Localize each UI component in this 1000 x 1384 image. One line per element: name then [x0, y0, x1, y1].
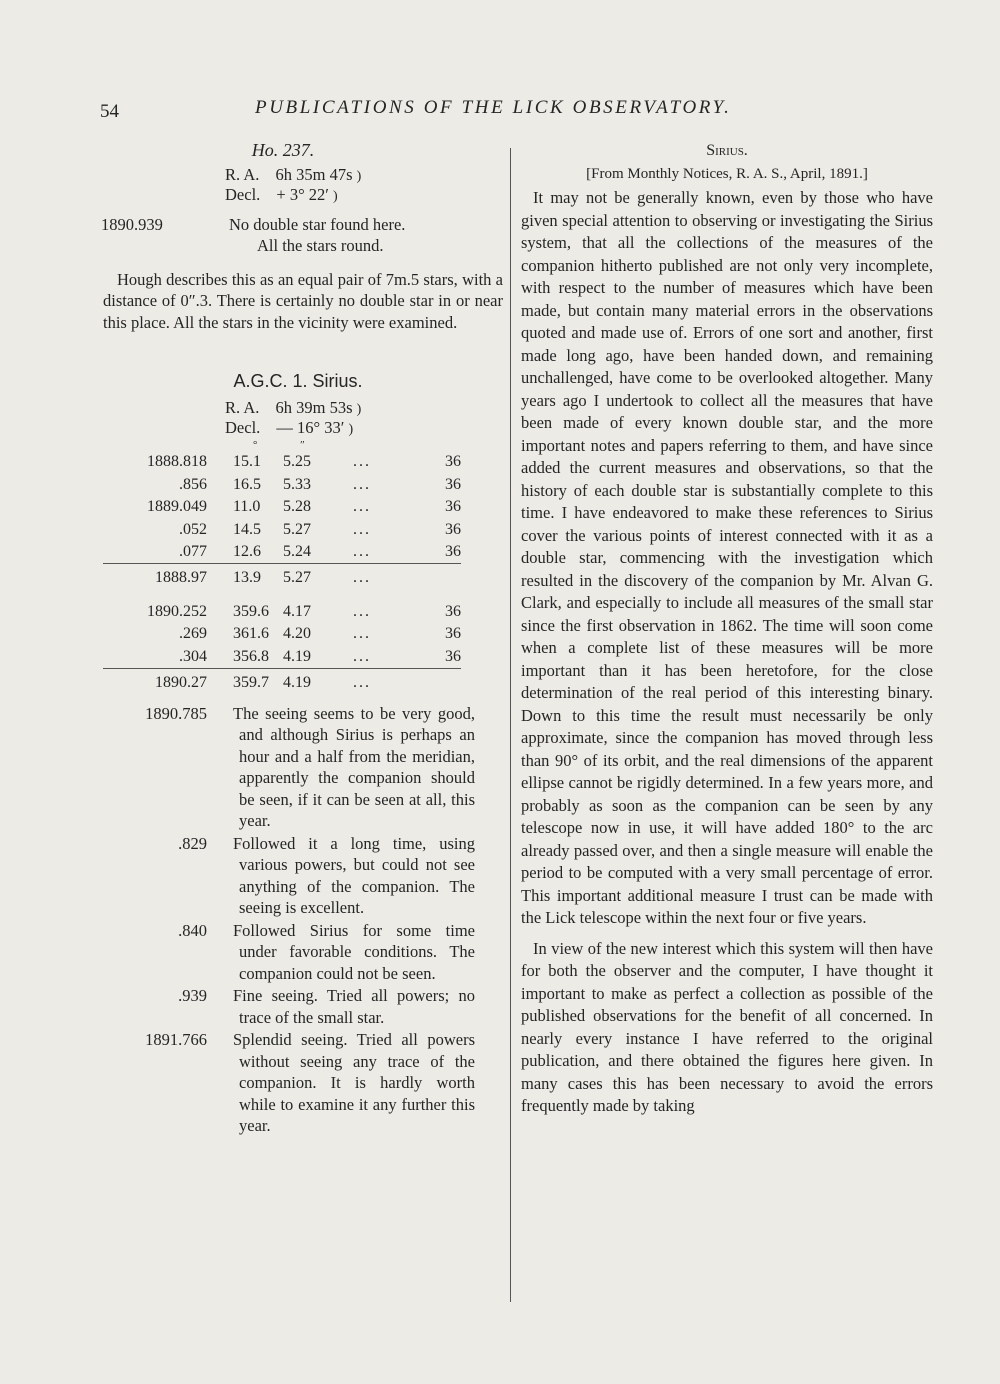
cell-pa: 14.5: [233, 520, 261, 538]
cell-dots: ...: [353, 564, 413, 593]
brace-icon: ): [356, 401, 362, 417]
agc1-title: A.G.C. 1. Sirius.: [233, 371, 363, 391]
right-column: [521, 140, 933, 1118]
note-text: Followed Sirius for some time under favorable conditions. The companion could not be seen.: [233, 920, 475, 983]
cell-pa: 13.9: [233, 564, 283, 593]
cell-epoch: .269: [179, 625, 207, 642]
cell-dots: ...: [353, 625, 371, 642]
column-divider: [510, 148, 511, 1302]
ho237-observation: [103, 214, 503, 257]
cell-dist: 5.24: [283, 543, 311, 560]
note-text: Followed it a long time, using various powers, but could not see anything of the companion. The seeing is excellent.: [233, 833, 475, 917]
cell-pa: 16.5: [233, 475, 261, 493]
table-row: [103, 623, 461, 646]
cell-dist: 5.33: [283, 475, 311, 493]
cell-pa: 12.6: [233, 543, 261, 560]
ho237-note-line1: No double star found here.: [229, 214, 406, 234]
table-row: [103, 496, 461, 519]
mean-row: [103, 668, 461, 697]
paragraph-1: It may not be generally known, even by those who have given special attention to observing or investigating the Sirius system, that all the collections of the measures of the companion hitherto published are not only very incomplete, with respect to the number of measures which have been made, but contain many material errors in the observations quoted and made use of. Errors of one sort and another, first made long ago, have been handed down, and remaining unchallenged, have come to be overlooked altogether. Many years ago I undertook to collect all the measures that have been made of every known double star, and the more important notes and papers referring to them, and have since added the current measures and observations, so that the history of each double star is substantially complete to this time. I have endeavored to make these references to Sirius cover the various points of interest connected with it as a double star, commencing with the investigation which resulted in the discovery of the companion by Mr. Alvan G. Clark, and especially to include all measures of the small star since the first observation in 1862. The time will soon come when a complete list of these measures will be more important than it has been heretofore, for the close determination of the real period of this interesting binary. Down to this time the result must necessarily be only approximate, since the companion has moved through less than 90° of its orbit, and the real dimensions of the apparent ellipse cannot be rigidly determined. In a few years more, and probably as soon as the companion can be seen by any telescope now in use, it will have added 180° to the arc already passed over, and then a single measure will enable the period to be computed with a very small percentage of error. This important additional measure I trust can be made with the Lick telescope within the next four or five years.: [521, 188, 933, 927]
unit-degree: °: [253, 438, 258, 451]
sirius-notes: [103, 703, 503, 1137]
note-entry: [103, 833, 503, 919]
cell-dist: 5.25: [283, 453, 311, 470]
cell-pa: 359.6: [233, 602, 269, 620]
ra-label: R. A.: [225, 397, 260, 417]
note-date: .939: [178, 986, 207, 1005]
cell-dist: 5.28: [283, 498, 311, 515]
cell-pa: 11.0: [233, 498, 261, 515]
cell-dots: ...: [353, 543, 371, 560]
cell-epoch: 1889.049: [147, 498, 207, 515]
decl-label: Decl.: [225, 184, 261, 204]
cell-epoch: 1890.27: [103, 668, 233, 697]
note-text: Fine seeing. Tried all powers; no trace of the small star.: [233, 986, 475, 1027]
note-entry: [103, 985, 503, 1028]
cell-epoch: .077: [179, 543, 207, 560]
note-date: .829: [178, 833, 207, 853]
table-row: [103, 600, 461, 623]
note-entry: [103, 703, 503, 832]
cell-n: 36: [445, 543, 461, 560]
brace-icon: ): [348, 421, 354, 437]
note-text: Splendid seeing. Tried all powers without seeing any trace of the companion. It is hardly worth while to examine it any further this year.: [233, 1030, 475, 1135]
cell-n: 36: [445, 475, 461, 493]
unit-arcsec: ″: [300, 438, 305, 451]
cell-dots: ...: [353, 498, 371, 515]
cell-dots: ...: [353, 475, 371, 493]
cell-pa: 361.6: [233, 625, 269, 642]
left-column: [103, 140, 503, 1138]
cell-epoch: 1888.97: [103, 564, 233, 593]
units-row: [253, 439, 503, 451]
cell-n: 36: [445, 602, 461, 620]
cell-pa: 356.8: [233, 647, 269, 665]
decl-value: + 3° 22′: [276, 184, 329, 204]
ho237-epoch: 1890.939: [101, 214, 163, 234]
ho237-note-line2: All the stars round.: [257, 236, 384, 255]
mean-row: [103, 564, 461, 593]
source-citation: [From Monthly Notices, R. A. S., April, 1891.]: [586, 165, 868, 182]
ra-value: 6h 35m 47s: [275, 164, 353, 184]
table-row: [103, 541, 461, 564]
note-date: 1890.785: [145, 703, 207, 723]
cell-pa: 359.7: [233, 668, 283, 697]
note-date: 1891.766: [145, 1030, 207, 1049]
note-text: The seeing seems to be very good, and although Sirius is perhaps an hour and a half from the meridian, apparently the companion should be seen, if it can be seen at all, this year.: [233, 703, 475, 830]
ho237-description: Hough describes this as an equal pair of 7m.5 stars, with a distance of 0″.3. There is certainly no double star in or near this place. All the stars in the vicinity were examined.: [103, 269, 503, 332]
cell-dots: ...: [353, 520, 371, 538]
cell-dist: 5.27: [283, 564, 353, 593]
cell-epoch: 1890.252: [147, 602, 207, 620]
table-row: [103, 645, 461, 668]
cell-dots: ...: [353, 453, 371, 470]
note-entry: [103, 1029, 503, 1137]
cell-dist: 4.20: [283, 625, 311, 642]
running-title: PUBLICATIONS OF THE LICK OBSERVATORY.: [255, 97, 732, 118]
cell-pa: 15.1: [233, 453, 261, 470]
sirius-measures-table: [103, 451, 461, 697]
cell-dist: 5.27: [283, 520, 311, 538]
cell-n: [413, 564, 461, 593]
cell-dots: ...: [353, 602, 371, 620]
ho237-coordinates: [225, 166, 503, 206]
note-entry: [103, 920, 503, 985]
note-date: .840: [178, 920, 207, 940]
ho237-title: Ho. 237.: [251, 140, 315, 160]
sirius-heading: Sirius.: [706, 142, 748, 159]
ra-value: 6h 39m 53s: [275, 397, 353, 417]
cell-n: [413, 668, 461, 697]
cell-n: 36: [445, 453, 461, 470]
cell-dist: 4.19: [283, 647, 311, 665]
cell-n: 36: [445, 520, 461, 538]
table-row: [103, 451, 461, 474]
decl-value: — 16° 33′: [276, 417, 345, 437]
agc1-coordinates: [225, 399, 503, 439]
cell-epoch: .856: [179, 475, 207, 493]
cell-n: 36: [445, 647, 461, 665]
brace-icon: ): [356, 168, 362, 184]
cell-dots: ...: [353, 647, 371, 665]
paragraph-2: In view of the new interest which this system will then have for both the observer and the computer, I have thought it important to make as perfect a collection as possible of the published observations for the benefit of all concerned. In nearly every instance I have referred to the original publication, and there obtained the figures here given. In many cases this has been necessary to avoid the errors frequently made by taking: [521, 938, 933, 1115]
cell-epoch: .304: [179, 647, 207, 665]
page-number: 54: [100, 101, 119, 122]
cell-epoch: .052: [179, 520, 207, 538]
table-row: [103, 473, 461, 496]
cell-n: 36: [445, 625, 461, 642]
brace-icon: ): [333, 188, 338, 204]
ra-label: R. A.: [225, 164, 260, 184]
cell-epoch: 1888.818: [147, 453, 207, 470]
cell-dist: 4.17: [283, 602, 311, 620]
cell-dots: ...: [353, 668, 413, 697]
cell-n: 36: [445, 498, 461, 515]
decl-label: Decl.: [225, 417, 261, 437]
table-row: [103, 518, 461, 541]
cell-dist: 4.19: [283, 668, 353, 697]
